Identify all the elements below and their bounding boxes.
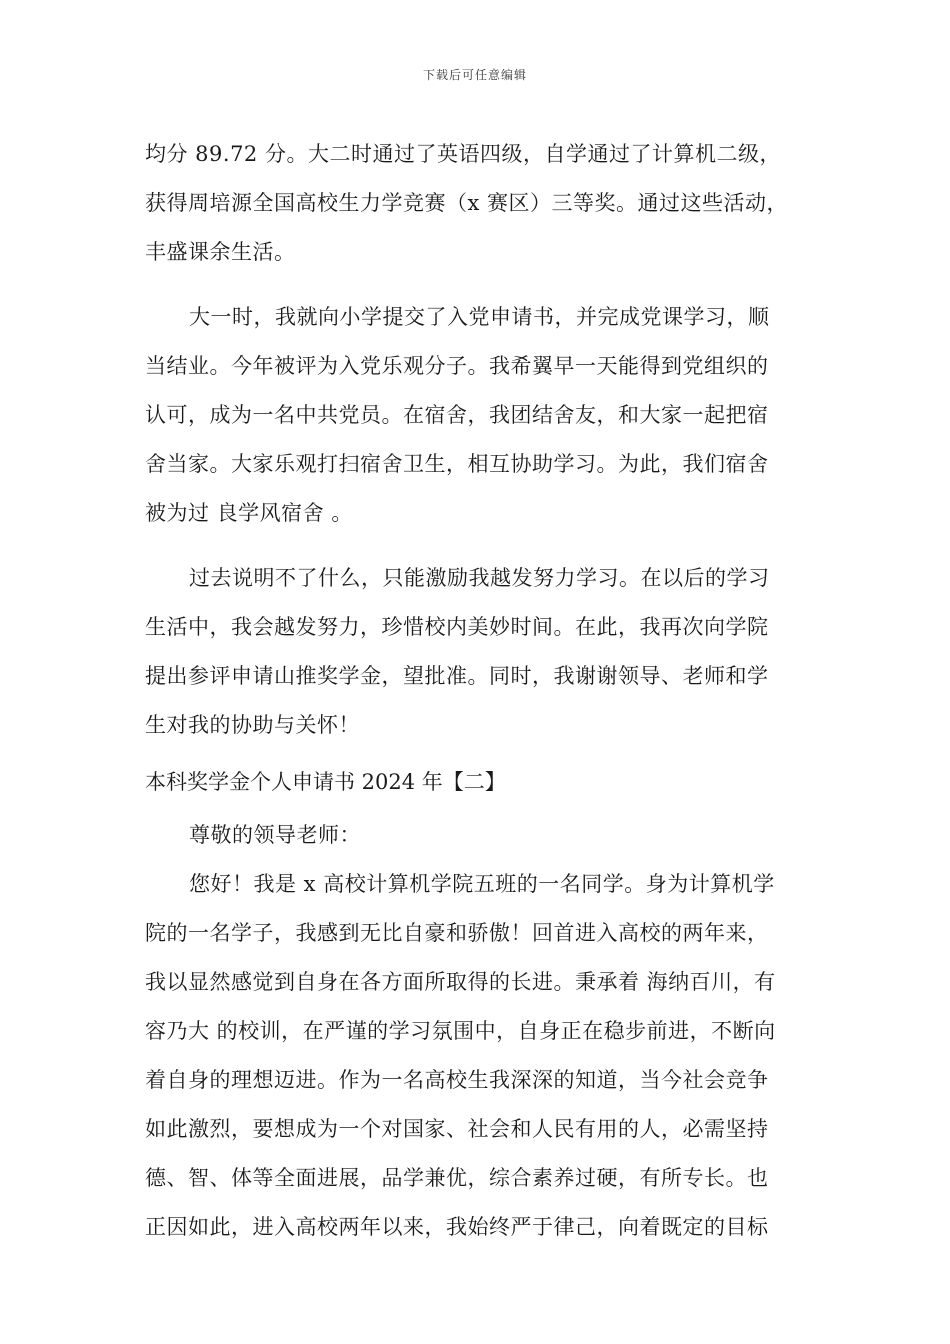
document-body [145,130,805,1268]
text-line: 被为过 良学风宿舍 。 [145,501,353,525]
text-line: 容乃大 的校训，在严谨的学习氛围中，自身正在稳步前进，不断向 [145,1019,776,1043]
text-line: 均分 89.72 分。大二时通过了英语四级，自学通过了计算机二级， [145,142,781,166]
text-line: 认可，成为一名中共党员。在宿舍，我团结舍友，和大家一起把宿 [145,403,769,427]
text-line: 丰盛课余生活。 [145,240,296,264]
paragraph-letter [145,860,805,1252]
paragraph-closing [145,554,805,750]
text-line: 我以显然感觉到自身在各方面所取得的长进。秉承着 海纳百川，有 [145,970,776,994]
paragraph-grades [145,130,805,277]
text-line: 着自身的理想迈进。作为一名高校生我深深的知道，当今社会竞争 [145,1068,769,1092]
text-line: 院的一名学子，我感到无比自豪和骄傲！回首进入高校的两年来， [145,921,769,945]
section-title: 本科奖学金个人申请书 2024 年【二】 [145,770,506,794]
salutation [145,811,805,860]
text-line: 舍当家。大家乐观打扫宿舍卫生，相互协助学习。为此，我们宿舍 [145,452,769,476]
text-line: 过去说明不了什么，只能激励我越发努力学习。在以后的学习 [189,566,770,590]
text-line: 正因如此，进入高校两年以来，我始终严于律己，向着既定的目标 [145,1215,769,1239]
text-line: 生活中，我会越发努力，珍惜校内美妙时间。在此，我再次向学院 [145,615,769,639]
text-line: 如此激烈，要想成为一个对国家、社会和人民有用的人，必需坚持 [145,1117,769,1141]
text-line: 您好！我是 x 高校计算机学院五班的一名同学。身为计算机学 [189,872,775,896]
text-line: 大一时，我就向小学提交了入党申请书，并完成党课学习，顺 [189,305,770,329]
text-line: 当结业。今年被评为入党乐观分子。我希翼早一天能得到党组织的 [145,354,769,378]
header-note: 下载后可任意编辑 [422,68,527,82]
paragraph-party [145,293,805,538]
text-line: 德、智、体等全面进展，品学兼优，综合素养过硬，有所专长。也 [145,1166,769,1190]
text-line: 提出参评申请山推奖学金，望批准。同时，我谢谢领导、老师和学 [145,664,769,688]
text-line: 获得周培源全国高校生力学竞赛（x 赛区）三等奖。通过这些活动， [145,191,789,215]
text-line: 生对我的协助与关怀！ [145,713,360,737]
salutation-line: 尊敬的领导老师： [189,823,361,847]
